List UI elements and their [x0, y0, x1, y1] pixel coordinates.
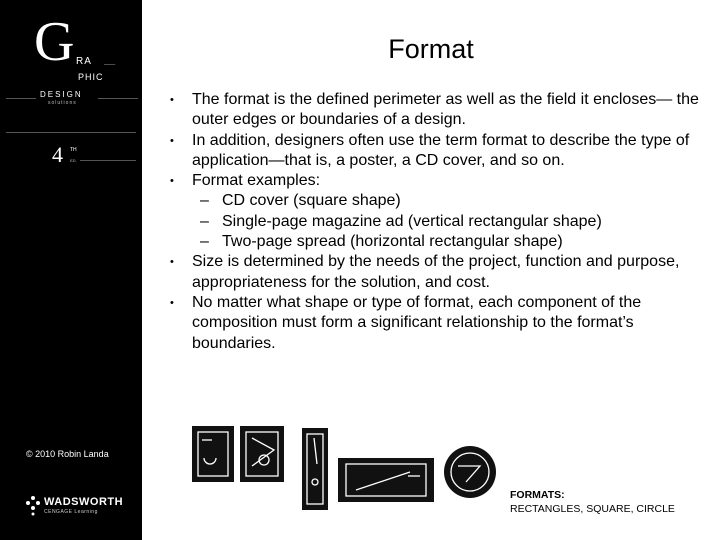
bullet-text: Size is determined by the needs of the project, function and purpose, appropriateness for the solution, and cost. — [192, 253, 680, 291]
bullet-item — [160, 171, 705, 191]
sub-bullet-text: CD cover (square shape) — [222, 192, 401, 210]
logo-ra-small: ____ — [104, 60, 116, 66]
format-vertical-rect-2 — [240, 426, 284, 482]
edition-suffix: TH — [70, 147, 77, 153]
bullet-text: In addition, designers often use the term format to describe the type of application—that is, a poster, a CD cover, and so on. — [192, 131, 690, 169]
sub-bullet-item — [160, 191, 705, 211]
bullet-item — [160, 252, 705, 293]
format-tall-rect — [302, 428, 328, 510]
sub-bullet-text: Single-page magazine ad (vertical rectangular shape) — [222, 212, 602, 230]
slide-title: Format — [388, 34, 474, 64]
logo-solutions: solutions — [48, 100, 77, 106]
bullet-dot: • — [170, 256, 174, 269]
bullet-dot: • — [170, 175, 174, 188]
sub-bullet-dash: – — [200, 233, 209, 251]
publisher-mark-icon — [24, 494, 42, 516]
logo-design: DESIGN — [40, 90, 83, 99]
bullet-dot: • — [170, 94, 174, 106]
bullet-text: Format examples: — [192, 172, 321, 190]
bullet-dot: • — [170, 134, 174, 147]
bullet-text: No matter what shape or type of format, each component of the composition must form a significant relationship to the format’s boundaries. — [192, 293, 642, 352]
format-horizontal-rect — [338, 458, 434, 502]
edition-label: ED. — [70, 158, 77, 163]
bullet-text: The format is the defined perimeter as well as the field it encloses— the outer edges or boundaries of a design. — [192, 91, 699, 129]
publisher-logo — [24, 494, 124, 518]
bullet-dot: • — [170, 296, 174, 309]
bullet-list — [160, 90, 705, 354]
sidebar — [0, 0, 142, 540]
edition-rule-bottom — [80, 160, 136, 161]
sub-bullet-item — [160, 212, 705, 232]
logo-letter-g: G — [34, 11, 75, 73]
edition-number: 4 — [52, 142, 63, 167]
caption-text: RECTANGLES, SQUARE, CIRCLE — [510, 503, 675, 515]
bullet-item — [160, 293, 705, 354]
caption-title: FORMATS: — [510, 489, 565, 501]
sub-bullet-text: Two-page spread (horizontal rectangular shape) — [222, 233, 563, 251]
bullet-item — [160, 131, 705, 172]
copyright-text: © 2010 Robin Landa — [26, 449, 109, 459]
logo-phic: PHIC — [78, 72, 104, 82]
publisher-sub: CENGAGE Learning — [44, 509, 98, 515]
bullet-item — [160, 90, 705, 131]
publisher-name: WADSWORTH — [44, 496, 124, 508]
logo-rule-left — [6, 98, 36, 99]
figure-caption — [510, 488, 675, 516]
format-examples-illustration — [188, 424, 498, 524]
sub-bullet-dash: – — [200, 192, 209, 210]
sub-bullet-dash: – — [200, 212, 209, 230]
sub-bullet-item — [160, 232, 705, 252]
edition-rule-top — [6, 132, 136, 133]
format-circle — [444, 446, 496, 498]
format-vertical-rect-1 — [192, 426, 234, 482]
logo-rule-right — [98, 98, 138, 99]
logo-ra: RA — [76, 56, 92, 67]
